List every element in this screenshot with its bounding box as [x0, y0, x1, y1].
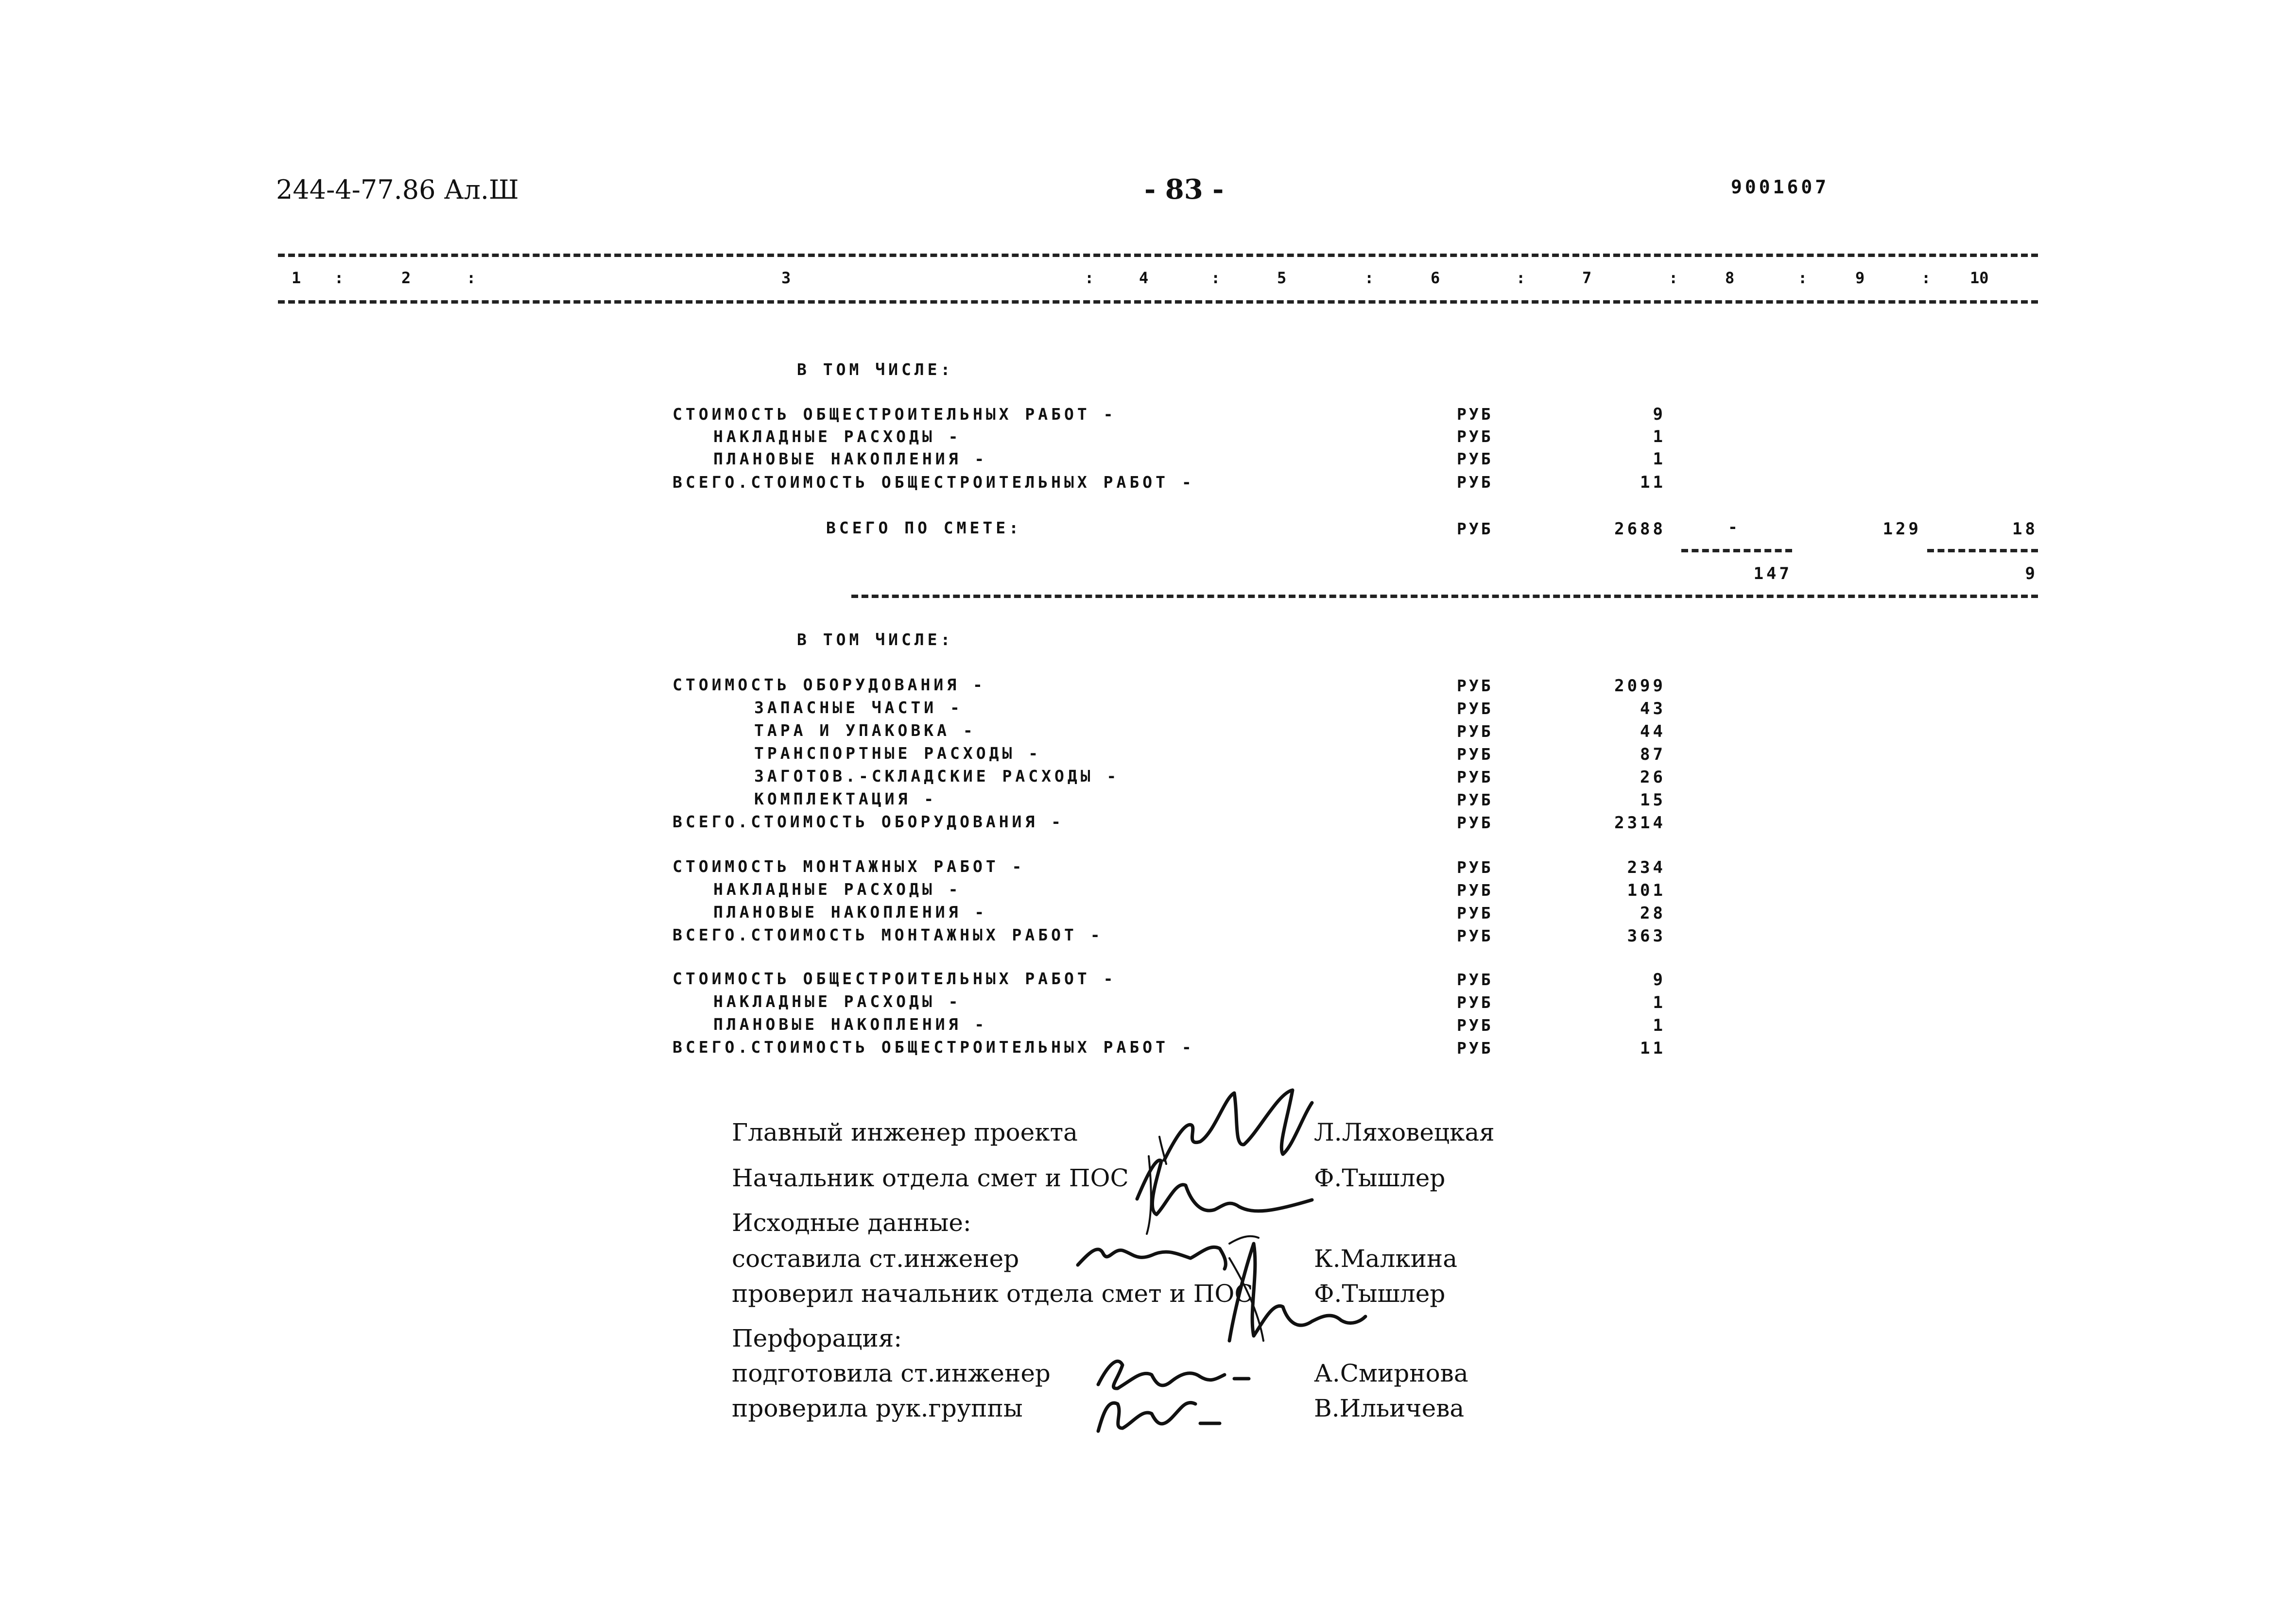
- column-separator: :: [1516, 269, 1526, 287]
- row-unit: РУБ: [1457, 813, 1493, 832]
- row-unit: РУБ: [1457, 768, 1493, 786]
- row-unit: РУБ: [1457, 1016, 1493, 1035]
- column-separator: :: [1364, 269, 1374, 287]
- column-separator: :: [1085, 269, 1094, 287]
- head-dept-name: Ф.Тышлер: [1314, 1164, 1446, 1192]
- section-heading: В ТОМ ЧИСЛЕ:: [797, 360, 954, 379]
- row-label: ЗАПАСНЫЕ ЧАСТИ -: [754, 698, 963, 717]
- row-label: ВСЕГО.СТОИМОСТЬ ОБЩЕСТРОИТЕЛЬНЫХ РАБОТ -: [673, 473, 1195, 492]
- row-label: СТОИМОСТЬ ОБЩЕСТРОИТЕЛЬНЫХ РАБОТ -: [673, 969, 1117, 988]
- head-dept-title: Начальник отдела смет и ПОС: [732, 1164, 1129, 1192]
- row-unit: РУБ: [1457, 699, 1493, 718]
- source-data-heading: Исходные данные:: [732, 1209, 971, 1237]
- total-unit: РУБ: [1457, 519, 1493, 538]
- row-value: 9: [1653, 970, 1666, 990]
- column-number: 7: [1582, 269, 1592, 287]
- row-unit: РУБ: [1457, 722, 1493, 741]
- row-unit: РУБ: [1457, 904, 1493, 923]
- total-col9: 129: [1882, 519, 1921, 539]
- verified-name: В.Ильичева: [1314, 1394, 1465, 1422]
- prepared-name: А.Смирнова: [1314, 1359, 1468, 1387]
- total-value: 2688: [1614, 519, 1666, 539]
- checked-title: проверил начальник отдела смет и ПОС: [732, 1280, 1253, 1308]
- row-unit: РУБ: [1457, 676, 1493, 695]
- signature-chief-engineer: [1164, 1090, 1312, 1160]
- column-separator: :: [1211, 269, 1221, 287]
- row-value: 2314: [1614, 813, 1666, 833]
- row-label: КОМПЛЕКТАЦИЯ -: [754, 789, 937, 808]
- verified-title: проверила рук.группы: [732, 1394, 1023, 1422]
- column-number: 9: [1855, 269, 1865, 287]
- row-value: 1: [1653, 993, 1666, 1012]
- row-label: ТАРА И УПАКОВКА -: [754, 721, 976, 740]
- row-value: 234: [1627, 858, 1666, 877]
- page-number: - 83 -: [1144, 173, 1224, 205]
- row-label: ПЛАНОВЫЕ НАКОПЛЕНИЯ -: [713, 903, 988, 922]
- total-label: ВСЕГО ПО СМЕТЕ:: [826, 518, 1022, 537]
- row-value: 11: [1640, 473, 1666, 492]
- column-number: 2: [401, 269, 411, 287]
- row-value: 2099: [1614, 676, 1666, 696]
- row-label: СТОИМОСТЬ МОНТАЖНЫХ РАБОТ -: [673, 857, 1025, 876]
- total-col10: 18: [2012, 519, 2038, 539]
- chief-engineer-title: Главный инженер проекта: [732, 1118, 1078, 1146]
- row-value: 1: [1653, 449, 1666, 469]
- row-label: ВСЕГО.СТОИМОСТЬ ОБЩЕСТРОИТЕЛЬНЫХ РАБОТ -: [673, 1038, 1195, 1057]
- row-unit: РУБ: [1457, 405, 1493, 424]
- row-unit: РУБ: [1457, 858, 1493, 877]
- column-separator: :: [466, 269, 476, 287]
- column-separator: :: [334, 269, 344, 287]
- row-value: 101: [1627, 881, 1666, 900]
- column-separator: :: [1669, 269, 1678, 287]
- row-unit: РУБ: [1457, 926, 1493, 945]
- row-unit: РУБ: [1457, 427, 1493, 446]
- row-unit: РУБ: [1457, 449, 1493, 468]
- checked-name: Ф.Тышлер: [1314, 1280, 1446, 1308]
- column-separator: :: [1921, 269, 1931, 287]
- row-value: 1: [1653, 427, 1666, 446]
- column-number: 3: [781, 269, 791, 287]
- row-label: НАКЛАДНЫЕ РАСХОДЫ -: [713, 427, 962, 446]
- row-unit: РУБ: [1457, 745, 1493, 764]
- row-unit: РУБ: [1457, 881, 1493, 900]
- section-heading: В ТОМ ЧИСЛЕ:: [797, 630, 954, 649]
- row-label: ТРАНСПОРТНЫЕ РАСХОДЫ -: [754, 744, 1042, 763]
- chief-engineer-name: Л.Ляховецкая: [1314, 1118, 1495, 1146]
- row-unit: РУБ: [1457, 970, 1493, 989]
- perforation-heading: Перфорация:: [732, 1324, 902, 1352]
- column-separator: :: [1798, 269, 1808, 287]
- row-label: СТОИМОСТЬ ОБЩЕСТРОИТЕЛЬНЫХ РАБОТ -: [673, 405, 1117, 424]
- document-code: 244-4-77.86 Ал.Ш: [276, 174, 519, 205]
- row-unit: РУБ: [1457, 473, 1493, 492]
- row-value: 44: [1640, 722, 1666, 741]
- row-label: НАКЛАДНЫЕ РАСХОДЫ -: [713, 992, 962, 1011]
- compiled-name: К.Малкина: [1314, 1245, 1458, 1273]
- row-unit: РУБ: [1457, 1039, 1493, 1058]
- row-label: ВСЕГО.СТОИМОСТЬ ОБОРУДОВАНИЯ -: [673, 812, 1065, 831]
- row-unit: РУБ: [1457, 790, 1493, 809]
- column-number: 1: [292, 269, 301, 287]
- row-value: 43: [1640, 699, 1666, 718]
- column-number: 10: [1970, 269, 1989, 287]
- column-number: 4: [1139, 269, 1149, 287]
- prepared-title: подготовила ст.инженер: [732, 1359, 1051, 1387]
- row-value: 15: [1640, 790, 1666, 810]
- row-label: СТОИМОСТЬ ОБОРУДОВАНИЯ -: [673, 675, 986, 694]
- signature-head-dept: [1137, 1160, 1312, 1214]
- subtotal-col8: 147: [1753, 564, 1792, 583]
- row-value: 28: [1640, 904, 1666, 923]
- signature-compiled: [1078, 1247, 1226, 1269]
- row-label: ПЛАНОВЫЕ НАКОПЛЕНИЯ -: [713, 1015, 988, 1034]
- row-label: ВСЕГО.СТОИМОСТЬ МОНТАЖНЫХ РАБОТ -: [673, 925, 1104, 944]
- registration-number: 9001607: [1731, 176, 1830, 198]
- row-value: 9: [1653, 405, 1666, 424]
- row-value: 11: [1640, 1039, 1666, 1058]
- row-value: 26: [1640, 768, 1666, 787]
- row-value: 363: [1627, 926, 1666, 946]
- signature-prepared: [1098, 1361, 1249, 1388]
- row-value: 87: [1640, 745, 1666, 764]
- total-col8: -: [1728, 517, 1740, 536]
- column-number: 6: [1431, 269, 1440, 287]
- row-label: ПЛАНОВЫЕ НАКОПЛЕНИЯ -: [713, 449, 988, 468]
- row-label: НАКЛАДНЫЕ РАСХОДЫ -: [713, 880, 962, 899]
- row-label: ЗАГОТОВ.-СКЛАДСКИЕ РАСХОДЫ -: [754, 767, 1120, 786]
- compiled-title: составила ст.инженер: [732, 1245, 1019, 1273]
- signature-verified: [1098, 1402, 1220, 1431]
- column-number: 5: [1277, 269, 1287, 287]
- subtotal-col10: 9: [2025, 564, 2038, 583]
- signature-checked: [1229, 1244, 1365, 1341]
- row-value: 1: [1653, 1016, 1666, 1035]
- column-number: 8: [1725, 269, 1735, 287]
- row-unit: РУБ: [1457, 993, 1493, 1012]
